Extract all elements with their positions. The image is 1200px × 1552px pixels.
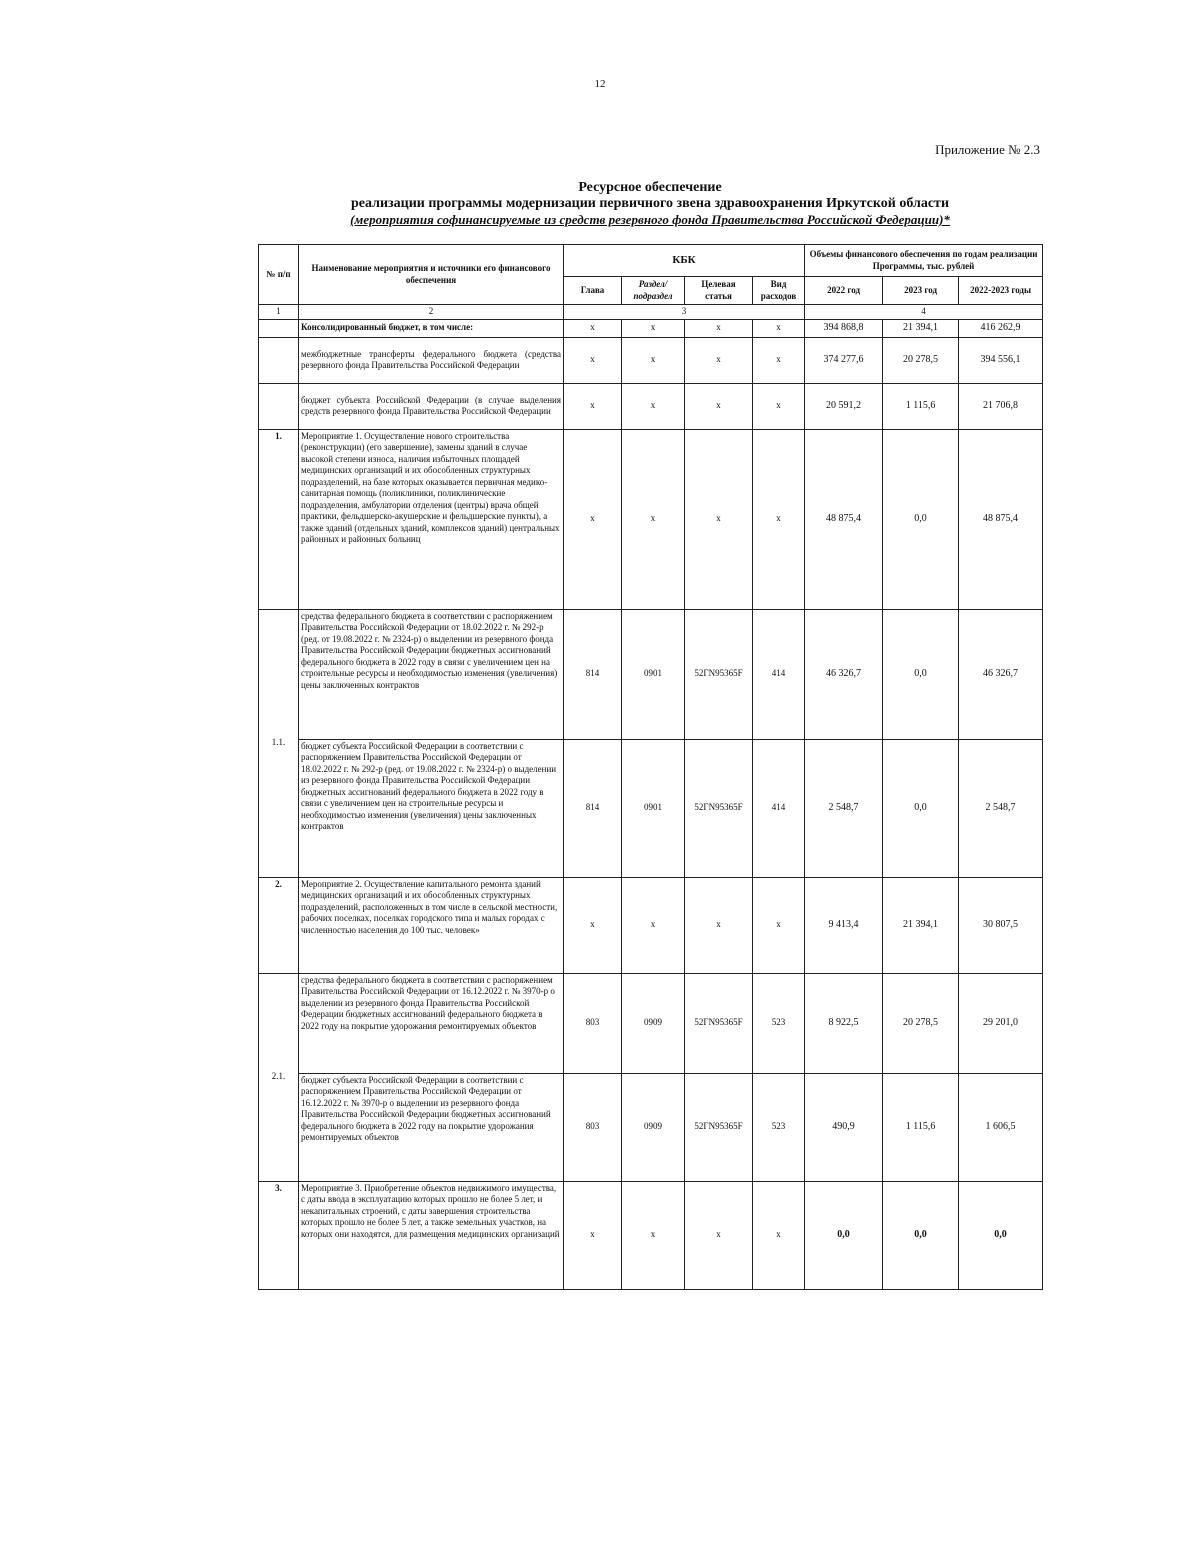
row-glava: 803	[564, 1073, 622, 1181]
header-kbk: КБК	[564, 245, 805, 277]
row-glava: x	[564, 877, 622, 973]
row-2022: 0,0	[805, 1181, 883, 1289]
row-name: средства федерального бюджета в соответствии с распоряжением Правительства Российской Федерации от 16.12.2022 г. № 3970-р о выделении из резервного фонда Правительства Российской Федерации бюджетных ассигнований федерального бюджета в 2022 году на покрытие удорожания ремонтируемых объектов	[299, 973, 564, 1073]
row-vid: x	[753, 1181, 805, 1289]
row-total: 21 706,8	[959, 383, 1043, 429]
row-total: 46 326,7	[959, 609, 1043, 739]
row-name: средства федерального бюджета в соответствии с распоряжением Правительства Российской Федерации от 18.02.2022 г. № 292-р (ред. от 19.08.2022 г. № 2324-р) о выделении из резервного фонда Правительства Российской Федерации бюджетных ассигнований федерального бюджета в 2022 году в связи с увеличением цен на строительные ресурсы и необходимостью изменения (увеличения) цены заключенных контрактов	[299, 609, 564, 739]
row-2022: 374 277,6	[805, 337, 883, 383]
row-razdel: x	[622, 337, 685, 383]
row-2023: 0,0	[883, 1181, 959, 1289]
table-row	[259, 609, 1043, 739]
header-2022: 2022 год	[805, 277, 883, 305]
row-glava: 814	[564, 739, 622, 877]
row-razdel: 0909	[622, 973, 685, 1073]
row-total: 30 807,5	[959, 877, 1043, 973]
row-cs: 52ГN95365F	[685, 739, 753, 877]
row-glava: x	[564, 1181, 622, 1289]
row-total: 2 548,7	[959, 739, 1043, 877]
row-name: Консолидированный бюджет, в том числе:	[299, 319, 564, 337]
row-2022: 490,9	[805, 1073, 883, 1181]
row-total: 48 875,4	[959, 429, 1043, 609]
row-razdel: 0901	[622, 739, 685, 877]
row-2022: 46 326,7	[805, 609, 883, 739]
col-index-2: 2	[299, 305, 564, 320]
row-cs: 52ГN95365F	[685, 609, 753, 739]
row-vid: 414	[753, 609, 805, 739]
row-2022: 8 922,5	[805, 973, 883, 1073]
row-2023: 21 394,1	[883, 319, 959, 337]
title-line-1: Ресурсное обеспечение	[578, 180, 722, 195]
document-title	[258, 180, 1042, 228]
table-row	[259, 877, 1043, 973]
row-num: 1.1.	[259, 609, 299, 877]
row-total: 1 606,5	[959, 1073, 1043, 1181]
col-index-3: 3	[564, 305, 805, 320]
row-num	[259, 319, 299, 337]
row-2022: 9 413,4	[805, 877, 883, 973]
row-glava: 803	[564, 973, 622, 1073]
row-total: 29 201,0	[959, 973, 1043, 1073]
header-2022-2023: 2022-2023 годы	[959, 277, 1043, 305]
header-vid: Вид расходов	[753, 277, 805, 305]
table-row	[259, 1181, 1043, 1289]
header-razdel: Раздел/ подраздел	[622, 277, 685, 305]
page-number: 12	[594, 78, 606, 90]
row-2023: 21 394,1	[883, 877, 959, 973]
row-glava: x	[564, 319, 622, 337]
row-cs: 52ГN95365F	[685, 1073, 753, 1181]
table-row	[259, 739, 1043, 877]
table-row	[259, 973, 1043, 1073]
table-row	[259, 383, 1043, 429]
row-vid: x	[753, 337, 805, 383]
resource-table	[258, 244, 1043, 1290]
row-num: 1.	[259, 429, 299, 609]
header-volumes: Объемы финансового обеспечения по годам реализации Программы, тыс. рублей	[805, 245, 1043, 277]
col-index-4: 4	[805, 305, 1043, 320]
row-name: межбюджетные трансферты федерального бюджета (средства резервного фонда Правительства Российской Федерации	[299, 337, 564, 383]
row-name: Мероприятие 2. Осуществление капитального ремонта зданий медицинских организаций и их обособленных структурных подразделений, расположенных в том числе в сельской местности, рабочих поселках, поселках городского типа и малых городах с численностью населения до 100 тыс. человек»	[299, 877, 564, 973]
header-name: Наименование мероприятия и источники его финансового обеспечения	[299, 245, 564, 305]
row-num	[259, 337, 299, 383]
row-total: 416 262,9	[959, 319, 1043, 337]
col-index-1: 1	[259, 305, 299, 320]
row-glava: x	[564, 383, 622, 429]
table-row	[259, 429, 1043, 609]
title-line-2: реализации программы модернизации первичного звена здравоохранения Иркутской области	[350, 196, 950, 211]
row-2023: 1 115,6	[883, 383, 959, 429]
row-cs: x	[685, 319, 753, 337]
row-name: бюджет субъекта Российской Федерации в соответствии с распоряжением Правительства Российской Федерации от 18.02.2022 г. № 292-р (ред. от 19.08.2022 г. № 2324-р) о выделении из резервного фонда Правительства Российской Федерации бюджетных ассигнований федерального бюджета в 2022 году в связи с увеличением цен на строительные ресурсы и необходимостью изменения (увеличения) цены заключенных контрактов	[299, 739, 564, 877]
row-total: 394 556,1	[959, 337, 1043, 383]
row-2023: 0,0	[883, 739, 959, 877]
row-name: бюджет субъекта Российской Федерации (в случае выделения средств резервного фонда Правительства Российской Федерации	[299, 383, 564, 429]
row-name: Мероприятие 3. Приобретение объектов недвижимого имущества, с даты ввода в эксплуатацию которых прошло не более 5 лет, и некапитальных строений, с даты завершения строительства которых прошло не более 5 лет, а также земельных участков, на которых они находятся, для размещения медицинских организаций	[299, 1181, 564, 1289]
header-glava: Глава	[564, 277, 622, 305]
row-glava: x	[564, 337, 622, 383]
row-2022: 20 591,2	[805, 383, 883, 429]
row-vid: 523	[753, 1073, 805, 1181]
header-celevaya: Целевая статья	[685, 277, 753, 305]
row-name: бюджет субъекта Российской Федерации в соответствии с распоряжением Правительства Российской Федерации от 16.12.2022 г. № 3970-р о выделении из резервного фонда Правительства Российской Федерации бюджетных ассигнований федерального бюджета в 2022 году на покрытие удорожания ремонтируемых объектов	[299, 1073, 564, 1181]
row-2022: 48 875,4	[805, 429, 883, 609]
row-razdel: 0909	[622, 1073, 685, 1181]
row-glava: x	[564, 429, 622, 609]
row-cs: x	[685, 1181, 753, 1289]
row-vid: x	[753, 383, 805, 429]
row-vid: x	[753, 429, 805, 609]
row-cs: 52ГN95365F	[685, 973, 753, 1073]
row-vid: x	[753, 319, 805, 337]
row-2022: 394 868,8	[805, 319, 883, 337]
row-2023: 0,0	[883, 609, 959, 739]
row-2023: 1 115,6	[883, 1073, 959, 1181]
row-cs: x	[685, 429, 753, 609]
header-num: № п/п	[259, 245, 299, 305]
appendix-label: Приложение № 2.3	[935, 142, 1040, 157]
title-line-3: (мероприятия софинансируемые из средств резервного фонда Правительства Российской Федерации)*	[350, 212, 950, 227]
table-row	[259, 1073, 1043, 1181]
row-2023: 20 278,5	[883, 337, 959, 383]
row-total: 0,0	[959, 1181, 1043, 1289]
row-vid: 523	[753, 973, 805, 1073]
row-cs: x	[685, 337, 753, 383]
row-razdel: 0901	[622, 609, 685, 739]
row-2023: 20 278,5	[883, 973, 959, 1073]
row-razdel: x	[622, 877, 685, 973]
row-2023: 0,0	[883, 429, 959, 609]
row-num: 3.	[259, 1181, 299, 1289]
header-2023: 2023 год	[883, 277, 959, 305]
table-row	[259, 337, 1043, 383]
row-razdel: x	[622, 1181, 685, 1289]
row-razdel: x	[622, 383, 685, 429]
row-glava: 814	[564, 609, 622, 739]
row-razdel: x	[622, 429, 685, 609]
row-vid: x	[753, 877, 805, 973]
row-num: 2.1.	[259, 973, 299, 1181]
row-num	[259, 383, 299, 429]
row-num: 2.	[259, 877, 299, 973]
row-vid: 414	[753, 739, 805, 877]
row-2022: 2 548,7	[805, 739, 883, 877]
row-cs: x	[685, 383, 753, 429]
row-cs: x	[685, 877, 753, 973]
row-razdel: x	[622, 319, 685, 337]
table-row	[259, 319, 1043, 337]
row-name: Мероприятие 1. Осуществление нового строительства (реконструкции) (его завершение), замены зданий в случае высокой степени износа, наличия избыточных площадей медицинских организаций и их обособленных структурных подразделений, на базе которых оказывается первичная медико-санитарная помощь (поликлиники, поликлинические подразделения, амбулатории отделения (центры) врача общей практики, фельдшерско-акушерские и фельдшерские пункты), а также зданий (отдельных зданий, комплексов зданий) центральных районных и районных больниц	[299, 429, 564, 609]
